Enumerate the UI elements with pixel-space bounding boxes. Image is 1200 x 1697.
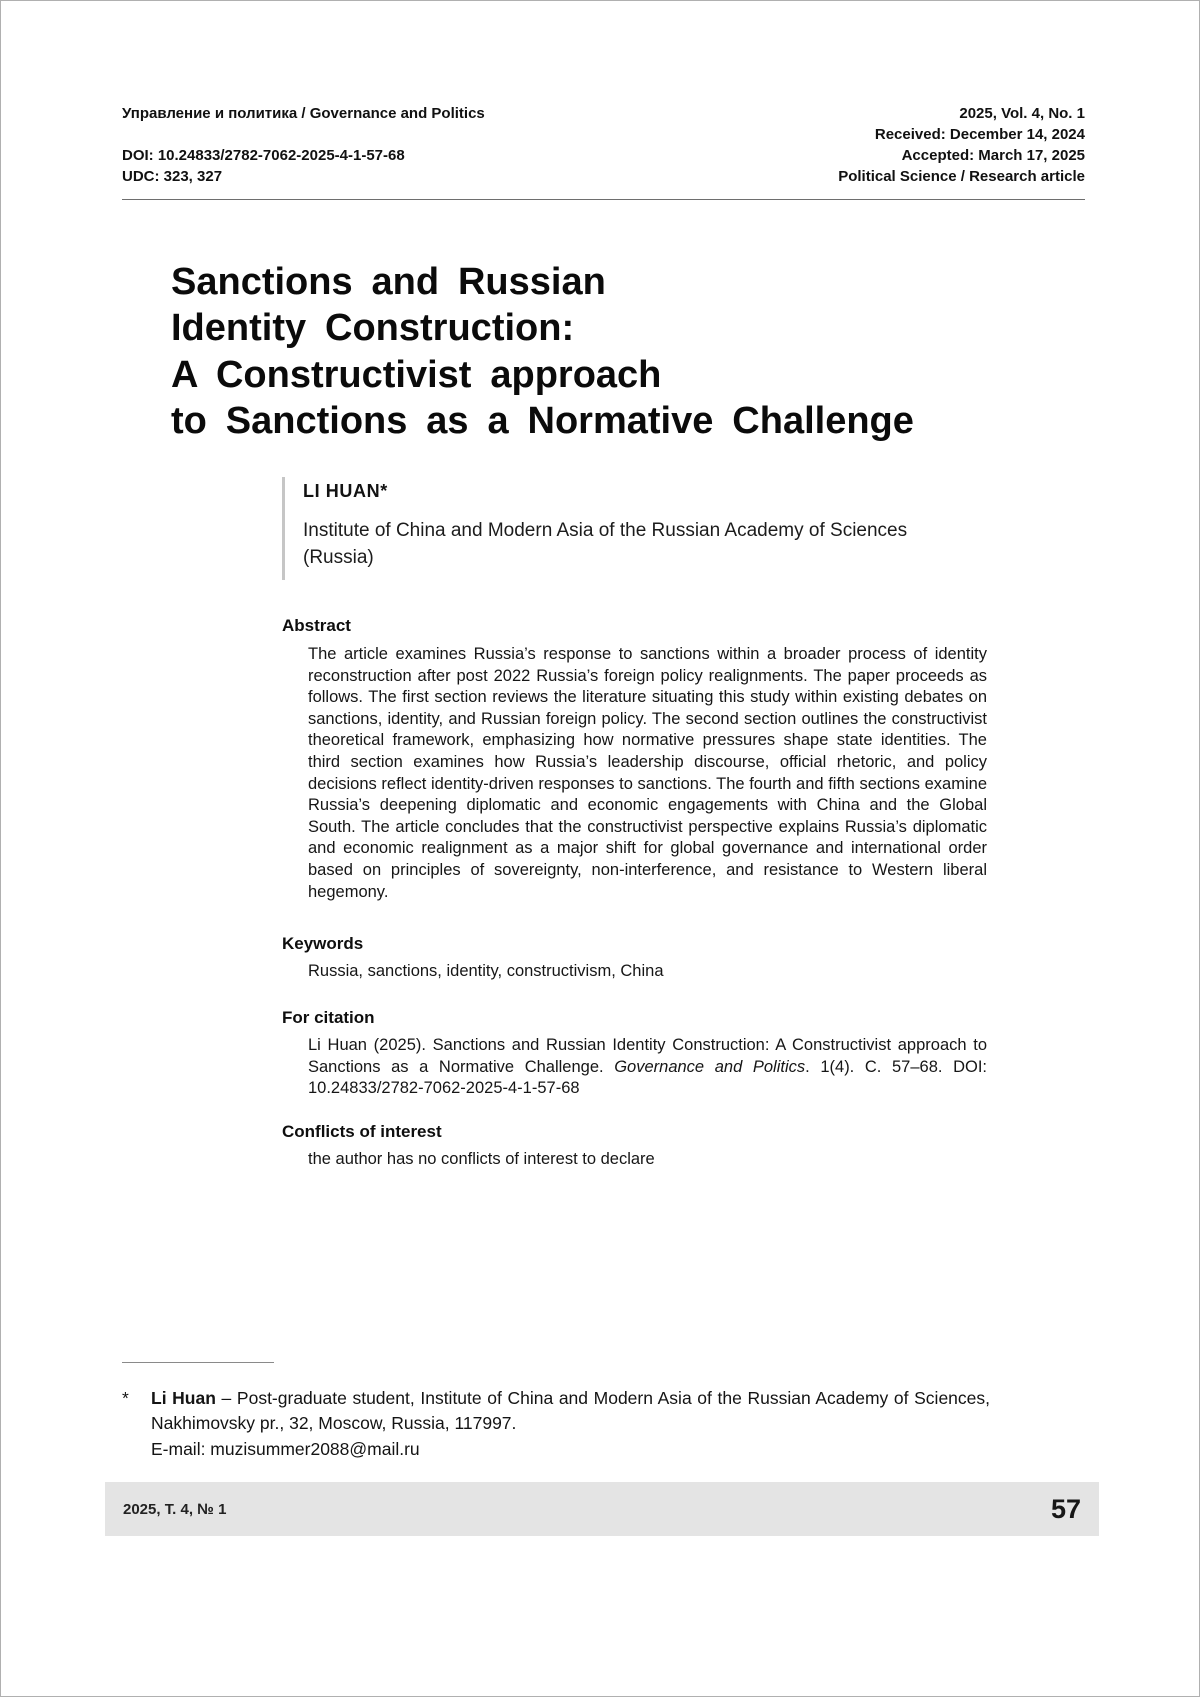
- keywords-text: Russia, sanctions, identity, constructivism, China: [308, 962, 664, 980]
- footnote-author-line: [122, 1386, 990, 1437]
- article-title-line: to Sanctions as a Normative Challenge: [171, 400, 914, 443]
- article-title-line: A Constructivist approach: [171, 353, 662, 396]
- footnote-divider: [122, 1362, 274, 1363]
- footnote-author-details: – Post-graduate student, Institute of China and Modern Asia of the Russian Academy of Sciences, Nakhimovsky pr., 32, Moscow, Russia, 117997.: [151, 1388, 991, 1434]
- citation-text: [308, 1035, 987, 1100]
- abstract-heading: Abstract: [282, 616, 351, 635]
- header-right-column: [838, 103, 1085, 187]
- citation-text-main: Li Huan (2025). Sanctions and Russian Identity Construction: A Constructivist approach to Sanctions as a Normative Challenge.: [308, 1036, 987, 1076]
- header-spacer: [122, 124, 485, 145]
- abstract-text: The article examines Russia’s response to sanctions within a broader process of identity reconstruction after post 2022 Russia’s foreign policy realignments. The paper proceeds as follows. The first section reviews the literature situating this study within existing debates on sanctions, identity, and Russian foreign policy. The second section outlines the constructivist theoretical framework, emphasizing how normative pressures shape state identities. The third section examines how Russia’s leadership discourse, official rhetoric, and policy decisions reflect identity-driven responses to sanctions. The fourth and fifth sections examine Russia’s deepening diplomatic and economic engagements with China and the Global South. The article concludes that the constructivist perspective explains Russia’s diplomatic and economic realignment as a major shift for global governance and international order based on principles of sovereignty, non-interference, and resistance to Western liberal hegemony.: [308, 645, 987, 901]
- author-affiliation: Institute of China and Modern Asia of the Russian Academy of Sciences (Russia): [303, 520, 908, 568]
- header-left-column: [122, 103, 485, 187]
- article-title-line: Identity Construction:: [171, 307, 575, 350]
- footer-page-number: 57: [1050, 1493, 1081, 1524]
- conflicts-heading: Conflicts of interest: [282, 1122, 442, 1141]
- issue-line: 2025, Vol. 4, No. 1: [959, 105, 1085, 122]
- header-divider: [122, 199, 1085, 200]
- article-title-line: Sanctions and Russian: [171, 261, 606, 303]
- keywords-heading: Keywords: [282, 934, 364, 953]
- footnote-email: E-mail: muzisummer2088@mail.ru: [151, 1438, 420, 1459]
- citation-journal-name: Governance and Politics: [614, 1057, 806, 1076]
- author-block: [282, 477, 962, 580]
- page-footer: [105, 1482, 1099, 1536]
- citation-text-tail: . 1(4). C. 57–68. DOI: 10.24833/2782-7062-2025-4-1-57-68: [308, 1057, 987, 1098]
- author-name: LI HUAN*: [303, 481, 388, 501]
- footer-issue-label: 2025, Т. 4, № 1: [123, 1500, 227, 1518]
- udc-line: UDC: 323, 327: [122, 168, 223, 185]
- received-line: Received: December 14, 2024: [874, 126, 1085, 143]
- article-type-line: Political Science / Research article: [838, 168, 1085, 185]
- accepted-line: Accepted: March 17, 2025: [901, 147, 1085, 164]
- page-header: [122, 103, 1085, 187]
- citation-heading: For citation: [282, 1008, 375, 1027]
- doi-line: DOI: 10.24833/2782-7062-2025-4-1-57-68: [122, 147, 405, 164]
- journal-title: Управление и политика / Governance and Politics: [122, 105, 485, 122]
- conflicts-text: the author has no conflicts of interest to declare: [308, 1150, 655, 1168]
- article-title: [171, 259, 1011, 444]
- footnote: [122, 1386, 990, 1462]
- footnote-marker: *: [122, 1388, 129, 1408]
- footnote-author-name: Li Huan: [151, 1388, 216, 1408]
